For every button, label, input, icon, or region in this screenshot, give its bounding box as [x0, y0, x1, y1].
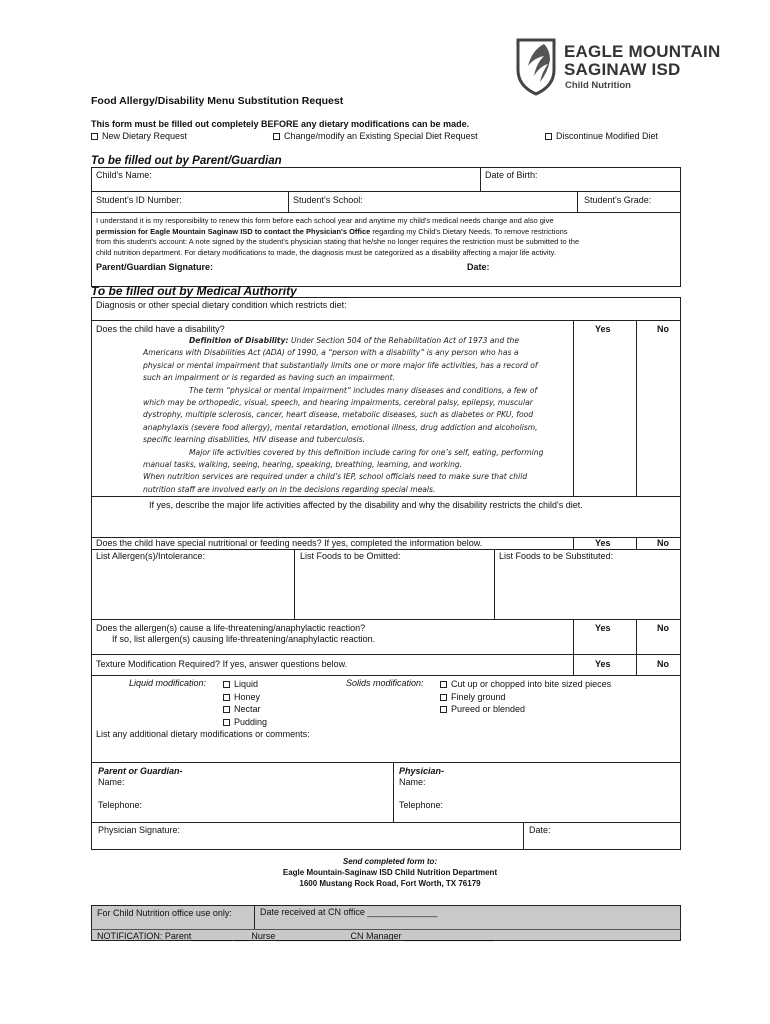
logo-line-2: SAGINAW ISD — [564, 60, 681, 79]
district-logo — [514, 36, 721, 96]
texture-question: Texture Modification Required? If yes, answer questions below. — [96, 659, 348, 669]
form-title: Food Allergy/Disability Menu Substitution Request — [91, 95, 344, 107]
send-address — [230, 856, 550, 889]
solids-label: Solids modification: — [346, 678, 424, 688]
option-new-label: New Dietary Request — [102, 131, 188, 141]
checkbox-icon[interactable] — [273, 133, 280, 140]
def-line-6: which may be orthopedic, visual, speech, and hearing impairments, cerebral palsy, epilepsy, muscular — [143, 398, 533, 408]
send-line-2: Eagle Mountain-Saginaw ISD Child Nutrition Department — [282, 868, 498, 877]
life-threat-no[interactable]: No — [657, 623, 669, 633]
def-title: Definition of Disability: — [189, 336, 289, 345]
statement-line-2 — [96, 227, 678, 238]
child-name-field[interactable]: Child's Name: — [96, 170, 152, 180]
solids-option-label: Finely ground — [451, 691, 506, 702]
student-id-field[interactable]: Student's ID Number: — [96, 195, 182, 205]
def-line-1-rest: Under Section 504 of the Rehabilitation Act of 1973 and the — [288, 336, 520, 345]
parent-statement — [96, 216, 678, 258]
liquid-option-label: Liquid — [234, 679, 259, 689]
statement-line-3: from this student's account: A note signed by the student's physician stating that he/she no longer requires the restriction must be submitted to the — [96, 237, 580, 247]
grade-field[interactable]: Student's Grade: — [584, 195, 652, 205]
nutrition-no[interactable]: No — [657, 538, 669, 548]
liquid-label: Liquid modification: — [129, 678, 207, 688]
checkbox-icon[interactable] — [440, 706, 447, 713]
nutrition-question: Does the child have special nutritional or feeding needs? If yes, completed the information below. — [96, 538, 483, 548]
option-change-request[interactable] — [273, 131, 478, 141]
physician-label: Physician- — [399, 766, 445, 776]
liquid-option[interactable] — [223, 678, 267, 691]
liquid-option[interactable] — [223, 716, 267, 729]
option-new-request[interactable] — [91, 131, 187, 141]
parent-telephone-field[interactable]: Telephone: — [98, 800, 143, 810]
def-line-13: nutrition staff are involved early on in the decisions regarding special meals. — [143, 484, 436, 494]
liquid-option-label: Honey — [234, 691, 261, 702]
def-line-4: such an impairment or is regarded as having such an impairment. — [143, 373, 395, 383]
form-instruction: This form must be filled out completely BEFORE any dietary modifications can be made. — [91, 119, 470, 129]
eagle-shield-icon — [514, 36, 558, 96]
checkbox-icon[interactable] — [545, 133, 552, 140]
texture-no[interactable]: No — [657, 659, 669, 669]
office-use-label: For Child Nutrition office use only: — [97, 908, 232, 918]
parent-guardian-label: Parent or Guardian- — [98, 766, 183, 776]
dob-field[interactable]: Date of Birth: — [485, 170, 538, 180]
send-line-3: 1600 Mustang Rock Road, Fort Worth, TX 76179 — [299, 879, 481, 888]
logo-line-1: EAGLE MOUNTAIN — [564, 42, 721, 61]
def-line-7: dystrophy, multiple sclerosis, cancer, heart disease, metabolic diseases, such as diabetes or PKU, food — [143, 410, 534, 420]
statement-line-4: child nutrition department. For dietary modifications to made, the diagnosis must be categorized as a disability affecting a major life activity. — [96, 247, 556, 257]
nutrition-yes[interactable]: Yes — [595, 538, 611, 548]
liquid-options — [223, 678, 267, 728]
statement-line-2-rest: regarding my Child's Dietary Needs. To remove restrictions — [370, 226, 568, 236]
option-discontinue[interactable] — [545, 131, 658, 141]
def-line-8: anaphylaxis (severe food allergy), mental retardation, emotional illness, drug addiction and alcoholism, — [143, 422, 538, 432]
substitute-field[interactable]: List Foods to be Substituted: — [499, 551, 614, 561]
diagnosis-field[interactable]: Diagnosis or other special dietary condition which restricts diet: — [96, 300, 347, 310]
parent-signature-field[interactable]: Parent/Guardian Signature: — [96, 262, 214, 272]
liquid-option[interactable] — [223, 703, 267, 716]
checkbox-icon[interactable] — [91, 133, 98, 140]
option-change-label: Change/modify an Existing Special Diet Request — [284, 131, 478, 141]
solids-option[interactable] — [440, 703, 611, 716]
checkbox-icon[interactable] — [223, 681, 230, 688]
disability-question: Does the child have a disability? — [96, 324, 225, 334]
texture-yes[interactable]: Yes — [595, 659, 611, 669]
liquid-option-label: Nectar — [234, 704, 261, 715]
physician-date-field[interactable]: Date: — [529, 825, 551, 835]
life-threat-yes[interactable]: Yes — [595, 623, 611, 633]
def-line-11: manual tasks, walking, seeing, hearing, speaking, breathing, learning, and working. — [143, 460, 463, 470]
checkbox-icon[interactable] — [223, 706, 230, 713]
notification-field[interactable]: NOTIFICATION: Parent________ ___ Nurse_______________CN Manager __________________ — [97, 931, 495, 941]
solids-option-label: Cut up or chopped into bite sized pieces — [451, 679, 612, 689]
parent-section-heading: To be filled out by Parent/Guardian — [91, 155, 282, 167]
def-line-2: Americans with Disabilities Act (ADA) of 1990, a “person with a disability” is any person who has a — [143, 348, 519, 358]
date-received-field[interactable]: Date received at CN office ______________ — [260, 907, 438, 917]
allergen-field[interactable]: List Allergen(s)/Intolerance: — [96, 551, 206, 561]
send-line-1: Send completed form to: — [342, 857, 438, 866]
checkbox-icon[interactable] — [440, 681, 447, 688]
medical-section-heading: To be filled out by Medical Authority — [91, 284, 297, 298]
solids-option[interactable] — [440, 691, 611, 704]
statement-permission: permission for Eagle Mountain Saginaw ISD to contact the Physician's Office — [96, 226, 371, 236]
physician-name-field[interactable]: Name: — [399, 777, 426, 787]
def-line-10: Major life activities covered by this definition include caring for one’s self, eating, performing — [189, 447, 544, 457]
option-discontinue-label: Discontinue Modified Diet — [556, 131, 659, 141]
life-threat-question: Does the allergen(s) cause a life-threatening/anaphylactic reaction? — [96, 623, 366, 633]
checkbox-icon[interactable] — [440, 694, 447, 701]
liquid-option-label: Pudding — [234, 716, 268, 727]
physician-signature-field[interactable]: Physician Signature: — [98, 825, 181, 835]
checkbox-icon[interactable] — [223, 694, 230, 701]
def-line-9: specific learning disabilities, HIV disease and tuberculosis. — [143, 435, 366, 445]
def-line-3: physical or mental impairment that substantially limits one or more major life activities, has a record of — [143, 360, 538, 370]
disability-yes[interactable]: Yes — [595, 324, 611, 334]
def-line-12: When nutrition services are required under a child’s IEP, school officials need to make sure that child — [143, 472, 528, 482]
life-threat-list[interactable]: If so, list allergen(s) causing life-threatening/anaphylactic reaction. — [112, 634, 376, 644]
disability-definition — [143, 335, 571, 496]
omit-field[interactable]: List Foods to be Omitted: — [300, 551, 401, 561]
liquid-option[interactable] — [223, 691, 267, 704]
if-yes-describe: If yes, describe the major life activities affected by the disability and why the disability restricts the child's diet. — [149, 500, 583, 510]
physician-telephone-field[interactable]: Telephone: — [399, 800, 444, 810]
solids-option[interactable] — [440, 678, 611, 691]
solids-option-label: Pureed or blended — [451, 704, 526, 715]
statement-line-1: I understand it is my responsibility to renew this form before each school year and anytime my child's medical needs change and also give — [96, 216, 554, 225]
disability-no[interactable]: No — [657, 324, 669, 334]
school-field[interactable]: Student's School: — [293, 195, 363, 205]
def-line-5: The term “physical or mental impairment” includes many diseases and conditions, a few of — [189, 385, 538, 395]
parent-name-field[interactable]: Name: — [98, 777, 125, 787]
logo-line-3: Child Nutrition — [565, 80, 631, 91]
solids-options — [440, 678, 611, 716]
def-line-1 — [143, 335, 571, 347]
additional-comments-field[interactable]: List any additional dietary modifications or comments: — [96, 729, 310, 739]
parent-date-field[interactable]: Date: — [467, 262, 490, 272]
checkbox-icon[interactable] — [223, 719, 230, 726]
